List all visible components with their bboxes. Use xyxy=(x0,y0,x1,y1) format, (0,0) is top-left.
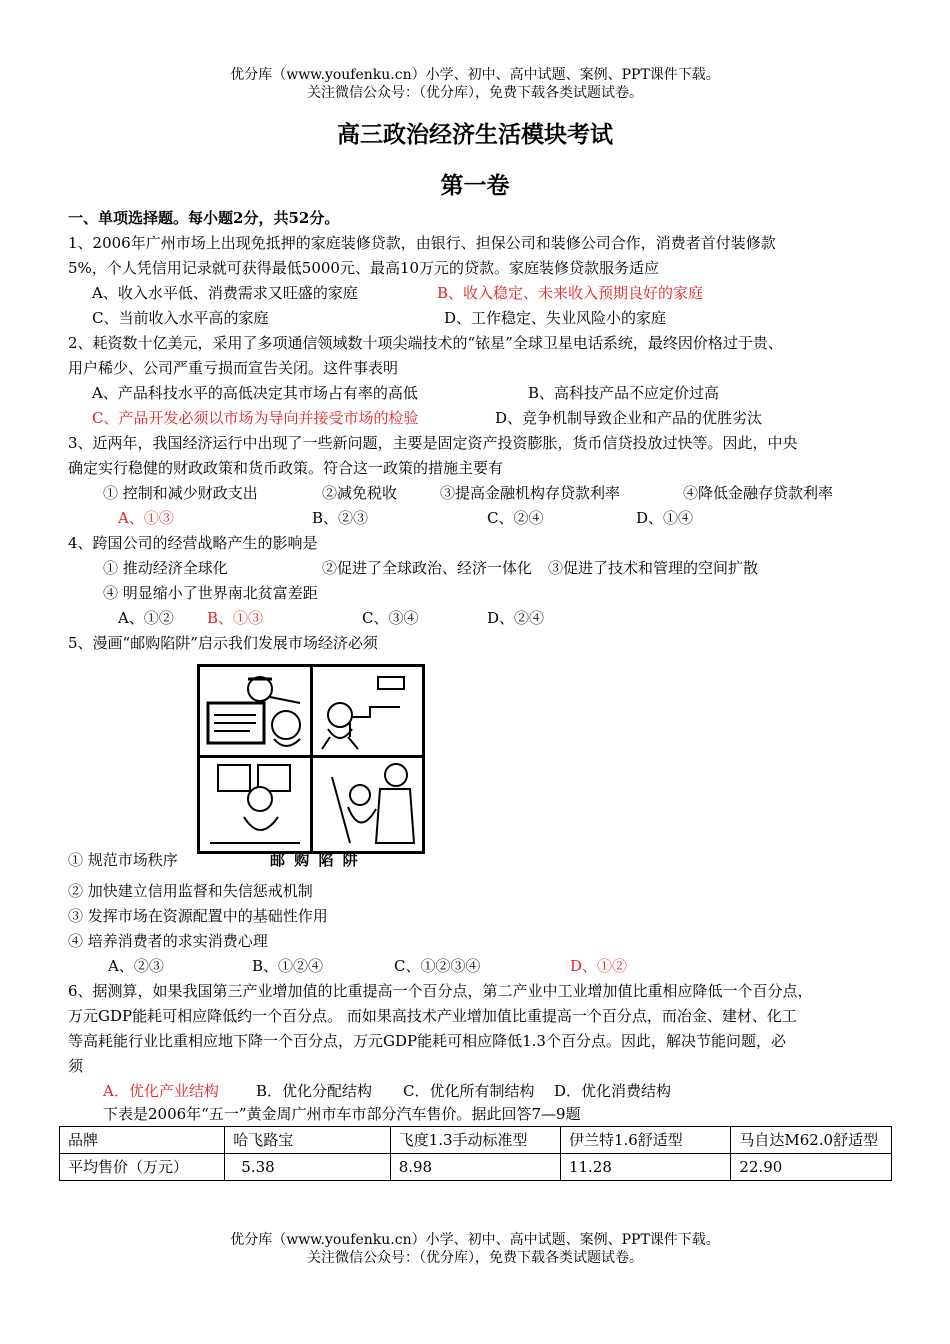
q3-stem-2: 确定实行稳健的财政政策和货币政策。符合这一政策的措施主要有 xyxy=(68,459,504,477)
q2-stem-1: 2、耗资数十亿美元，采用了多项通信领域数十项尖端技术的“铱星”全球卫星电话系统，最终因价格过于贵、 xyxy=(68,334,783,352)
page-title: 高三政治经济生活模块考试 xyxy=(337,121,613,148)
table-cell: 5.38 xyxy=(225,1154,390,1181)
table-header-cell: 品牌 xyxy=(60,1127,225,1154)
q1-option-a: A、收入水平低、消费需求又旺盛的家庭 xyxy=(92,284,358,302)
table-header-cell: 飞度1.3手动标准型 xyxy=(390,1127,560,1154)
q3-option-c: C、②④ xyxy=(487,509,544,527)
q6-stem-4: 须 xyxy=(68,1057,84,1075)
q5-option-c: C、①②③④ xyxy=(394,957,481,975)
q4-item-3: ③促进了技术和管理的空间扩散 xyxy=(548,559,759,577)
q5-stem: 5、漫画“邮购陷阱”启示我们发展市场经济必须 xyxy=(68,634,378,652)
table-cell: 平均售价（万元） xyxy=(60,1154,225,1181)
q6-option-c: C．优化所有制结构 xyxy=(403,1082,535,1100)
q1-option-b: B、收入稳定、未来收入预期良好的家庭 xyxy=(437,284,704,302)
q5-item-2: ② 加快建立信用监督和失信惩戒机制 xyxy=(68,882,313,900)
q2-option-d: D、竞争机制导致企业和产品的优胜劣汰 xyxy=(495,409,763,427)
mail-order-trap-comic xyxy=(197,664,425,854)
q1-stem-2: 5%，个人凭信用记录就可获得最低5000元、最高10万元的贷款。家庭装修贷款服务适应 xyxy=(68,259,660,277)
q4-stem: 4、跨国公司的经营战略产生的影响是 xyxy=(68,534,318,552)
table-intro: 下表是2006年“五一”黄金周广州市车市部分汽车售价。据此回答7—9题 xyxy=(103,1105,581,1123)
q4-item-2: ②促进了全球政治、经济一体化 xyxy=(322,559,533,577)
q4-item-4: ④ 明显缩小了世界南北贫富差距 xyxy=(103,584,318,602)
q1-stem-1: 1、2006年广州市场上出现免抵押的家庭装修贷款，由银行、担保公司和装修公司合作，消费者首付装修款 xyxy=(68,234,776,252)
table-header-cell: 伊兰特1.6舒适型 xyxy=(560,1127,730,1154)
q1-option-c: C、当前收入水平高的家庭 xyxy=(92,309,269,327)
header-line-1: 优分库（www.youfenku.cn）小学、初中、高中试题、案例、PPT课件下载。 xyxy=(230,67,720,83)
q3-stem-1: 3、近两年，我国经济运行中出现了一些新问题，主要是固定资产投资膨胀，货币信贷投放过快等。因此，中央 xyxy=(68,434,798,452)
q6-stem-3: 等高耗能行业比重相应地下降一个百分点，万元GDP能耗可相应降低1.3个百分点。因此，解决节能问题，必 xyxy=(68,1032,786,1050)
q4-item-1: ① 推动经济全球化 xyxy=(103,559,228,577)
car-price-table xyxy=(59,1126,892,1181)
section-heading: 一、单项选择题。每小题2分，共52分。 xyxy=(68,209,340,227)
q5-option-d: D、①② xyxy=(570,957,628,975)
footer-line-1: 优分库（www.youfenku.cn）小学、初中、高中试题、案例、PPT课件下载。 xyxy=(230,1232,720,1248)
q6-option-a: A．优化产业结构 xyxy=(103,1082,219,1100)
table-row xyxy=(60,1154,892,1181)
q3-option-a: A、①③ xyxy=(118,509,174,527)
q3-item-3: ③提高金融机构存贷款利率 xyxy=(440,484,621,502)
q6-stem-1: 6、据测算，如果我国第三产业增加值的比重提高一个百分点，第二产业中工业增加值比重相应降低一个百分点， xyxy=(68,982,813,1000)
table-header-cell: 马自达M62.0舒适型 xyxy=(731,1127,892,1154)
footer-line-2: 关注微信公众号：（优分库），免费下载各类试题试卷。 xyxy=(307,1250,643,1266)
q5-item-4: ④ 培养消费者的求实消费心理 xyxy=(68,932,268,950)
q5-item-1: ① 规范市场秩序 xyxy=(68,851,178,869)
q5-item-3: ③ 发挥市场在资源配置中的基础性作用 xyxy=(68,907,328,925)
q3-option-d: D、①④ xyxy=(636,509,694,527)
q2-option-a: A、产品科技水平的高低决定其市场占有率的高低 xyxy=(92,384,418,402)
q4-option-b: B、①③ xyxy=(207,609,264,627)
q6-stem-2: 万元GDP能耗可相应降低约一个百分点。 而如果高技术产业增加值比重提高一个百分点，而冶金、建材、化工 xyxy=(68,1007,797,1025)
q2-option-c: C、产品开发必须以市场为导向并接受市场的检验 xyxy=(92,409,419,427)
comic-caption: 邮 购 陷 阱 xyxy=(270,851,360,869)
q1-option-d: D、工作稳定、失业风险小的家庭 xyxy=(444,309,667,327)
q3-item-1: ① 控制和减少财政支出 xyxy=(103,484,258,502)
q3-item-2: ②减免税收 xyxy=(322,484,398,502)
q5-option-b: B、①②④ xyxy=(252,957,324,975)
table-header-cell: 哈飞路宝 xyxy=(225,1127,390,1154)
q2-option-b: B、高科技产品不应定价过高 xyxy=(528,384,720,402)
table-header-row xyxy=(60,1127,892,1154)
table-cell: 11.28 xyxy=(560,1154,730,1181)
q2-stem-2: 用户稀少、公司严重亏损而宣告关闭。这件事表明 xyxy=(68,359,399,377)
q5-option-a: A、②③ xyxy=(108,957,164,975)
q4-option-c: C、③④ xyxy=(362,609,419,627)
q6-option-d: D．优化消费结构 xyxy=(554,1082,672,1100)
q4-option-a: A、①② xyxy=(118,609,174,627)
table-cell: 8.98 xyxy=(390,1154,560,1181)
q3-option-b: B、②③ xyxy=(312,509,369,527)
q4-option-d: D、②④ xyxy=(487,609,545,627)
q3-item-4: ④降低金融存贷款利率 xyxy=(683,484,834,502)
table-cell: 22.90 xyxy=(731,1154,892,1181)
page-subtitle: 第一卷 xyxy=(440,172,510,199)
header-line-2: 关注微信公众号：（优分库），免费下载各类试题试卷。 xyxy=(307,85,643,101)
q6-option-b: B．优化分配结构 xyxy=(256,1082,373,1100)
